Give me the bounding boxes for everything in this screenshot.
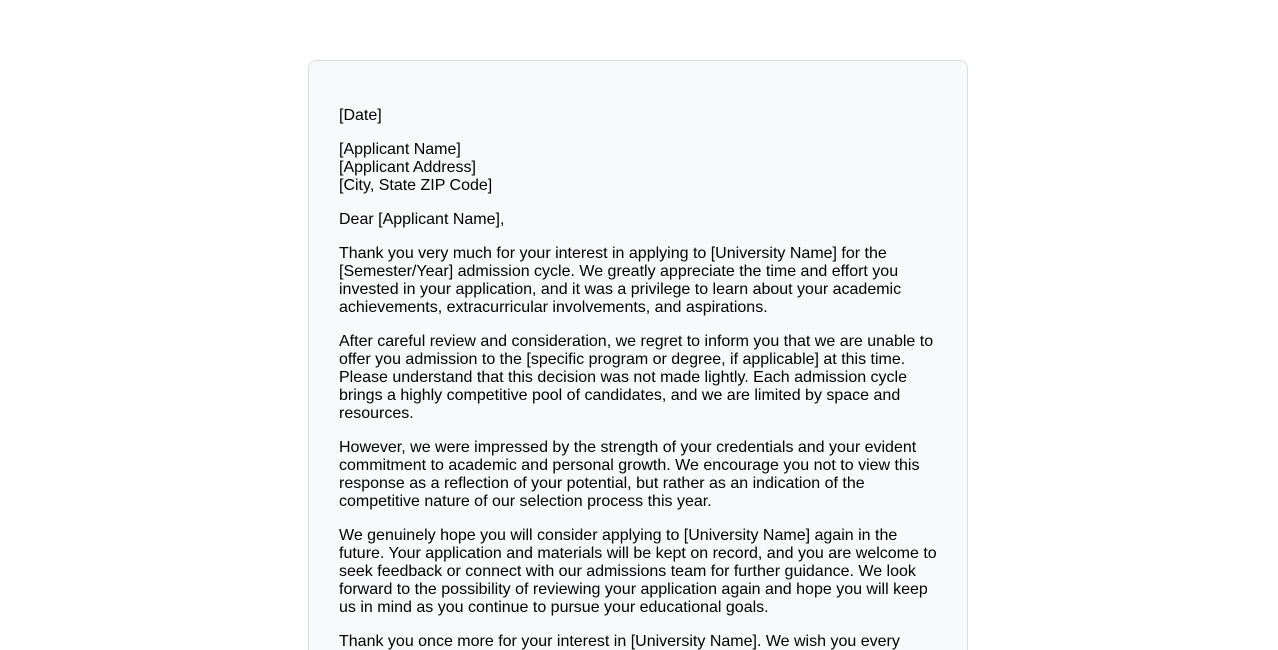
recipient-name: [Applicant Name]	[339, 141, 461, 158]
recipient-address-block	[339, 141, 937, 195]
salutation: Dear [Applicant Name],	[339, 211, 505, 228]
body-paragraph-5: Thank you once more for your interest in [University Name]. We wish you every	[339, 633, 900, 650]
recipient-city-line: [City, State ZIP Code]	[339, 177, 493, 194]
letter-date: [Date]	[339, 107, 382, 124]
body-paragraph-1: Thank you very much for your interest in applying to [University Name] for the [Semester/Year] admission cycle. We greatly appreciate the time and effort you invested in your application, and it was a privilege to learn about your academic achievements, extracurricular involvements, and aspirations.	[339, 245, 902, 316]
body-paragraph-2: After careful review and consideration, we regret to inform you that we are unable to offer you admission to the [specific program or degree, if applicable] at this time. Please understand that this decision was not made lightly. Each admission cycle brings a highly competitive pool of candidates, and we are limited by space and resources.	[339, 333, 934, 422]
recipient-address: [Applicant Address]	[339, 159, 476, 176]
body-paragraph-3: However, we were impressed by the strength of your credentials and your evident commitment to academic and personal growth. We encourage you not to view this response as a reflection of your potential, but rather as an indication of the competitive nature of our selection process this year.	[339, 439, 920, 510]
body-paragraph-4: We genuinely hope you will consider applying to [University Name] again in the future. Your application and materials will be kept on record, and you are welcome to seek feedback or connect with our admissions team for further guidance. We look forward to the possibility of reviewing your application again and hope you will keep us in mind as you continue to pursue your educational goals.	[339, 527, 937, 616]
letter-card	[308, 60, 968, 650]
